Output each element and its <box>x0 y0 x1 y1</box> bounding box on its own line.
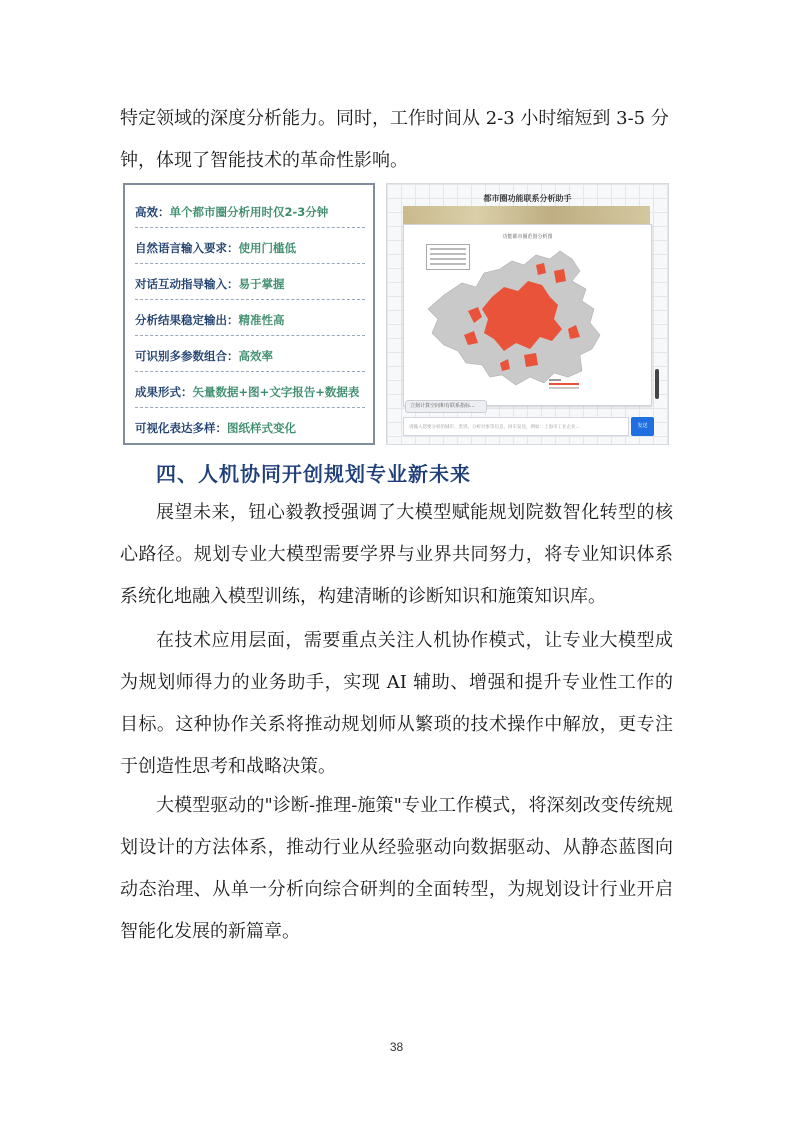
feature-item: 自然语言输入要求：使用门槛低 <box>135 241 296 255</box>
app-screenshot <box>386 183 669 445</box>
body-paragraph-1: 展望未来，钮心毅教授强调了大模型赋能规划院数智化转型的核心路径。规划专业大模型需要学界与业界共同努力，将专业知识体系系统化地融入模型训练，构建清晰的诊断知识和施策知识库。 <box>120 502 673 607</box>
intro-line-1: 特定领域的深度分析能力。同时，工作时间从 2-3 小时缩短到 3-5 分 <box>120 108 669 129</box>
region-map <box>404 225 651 405</box>
core-fragment-shape <box>524 353 538 367</box>
divider <box>135 335 365 336</box>
feature-item: 分析结果稳定输出：精准性高 <box>135 313 285 327</box>
intro-paragraph <box>120 98 673 182</box>
map-color-legend <box>549 377 589 389</box>
map-title: 功能都市圈范围分析图 <box>502 234 553 240</box>
body-paragraph-2: 在技术应用层面，需要重点关注人机协作模式，让专业大模型成为规划师得力的业务助手，实现 AI 辅助、增强和提升专业性工作的目标。这种协作关系将推动规划师从繁琐的技术操作中解放，更专注于创造性思考和战略决策。 <box>120 630 673 777</box>
feature-item: 高效：单个都市圈分析用时仅2-3分钟 <box>135 205 329 219</box>
feature-item: 成果形式：矢量数据+图+文字报告+数据表 <box>135 385 360 399</box>
body-paragraph-3: 大模型驱动的"诊断-推理-施策"专业工作模式，将深刻改变传统规划设计的方法体系，推动行业从经验驱动向数据驱动、从静态蓝图向动态治理、从单一分析向综合研判的全面转型，为规划设计行业开启智能化发展的新篇章。 <box>120 795 673 942</box>
feature-item: 对话互动指导输入：易于掌握 <box>135 277 285 291</box>
divider <box>135 371 365 372</box>
chat-scrollbar[interactable] <box>655 369 659 399</box>
divider <box>135 407 365 408</box>
feature-panel <box>123 183 375 445</box>
section-heading: 四、人机协同开创规划专业新未来 <box>156 462 471 486</box>
feature-item: 可视化表达多样：图纸样式变化 <box>135 421 296 435</box>
intro-line-2: 钟，体现了智能技术的革命性影响。 <box>120 150 408 171</box>
divider <box>135 227 365 228</box>
map-card <box>403 224 652 406</box>
page-number: 38 <box>389 1040 404 1054</box>
feature-item: 可识别多参数组合：高效率 <box>135 349 273 363</box>
core-fragment-shape <box>554 269 566 283</box>
app-title: 都市圈功能联系分析助手 <box>483 194 572 203</box>
divider <box>135 263 365 264</box>
quick-action-button[interactable]: 立刻计算空间和有联系指标... <box>405 400 487 413</box>
send-button[interactable]: 发送 <box>631 417 654 436</box>
chat-input[interactable]: 请输入您要分析的城市、类别、分析对象等信息，回车发送，例如：上海市工业企业... <box>403 417 629 436</box>
divider <box>135 299 365 300</box>
